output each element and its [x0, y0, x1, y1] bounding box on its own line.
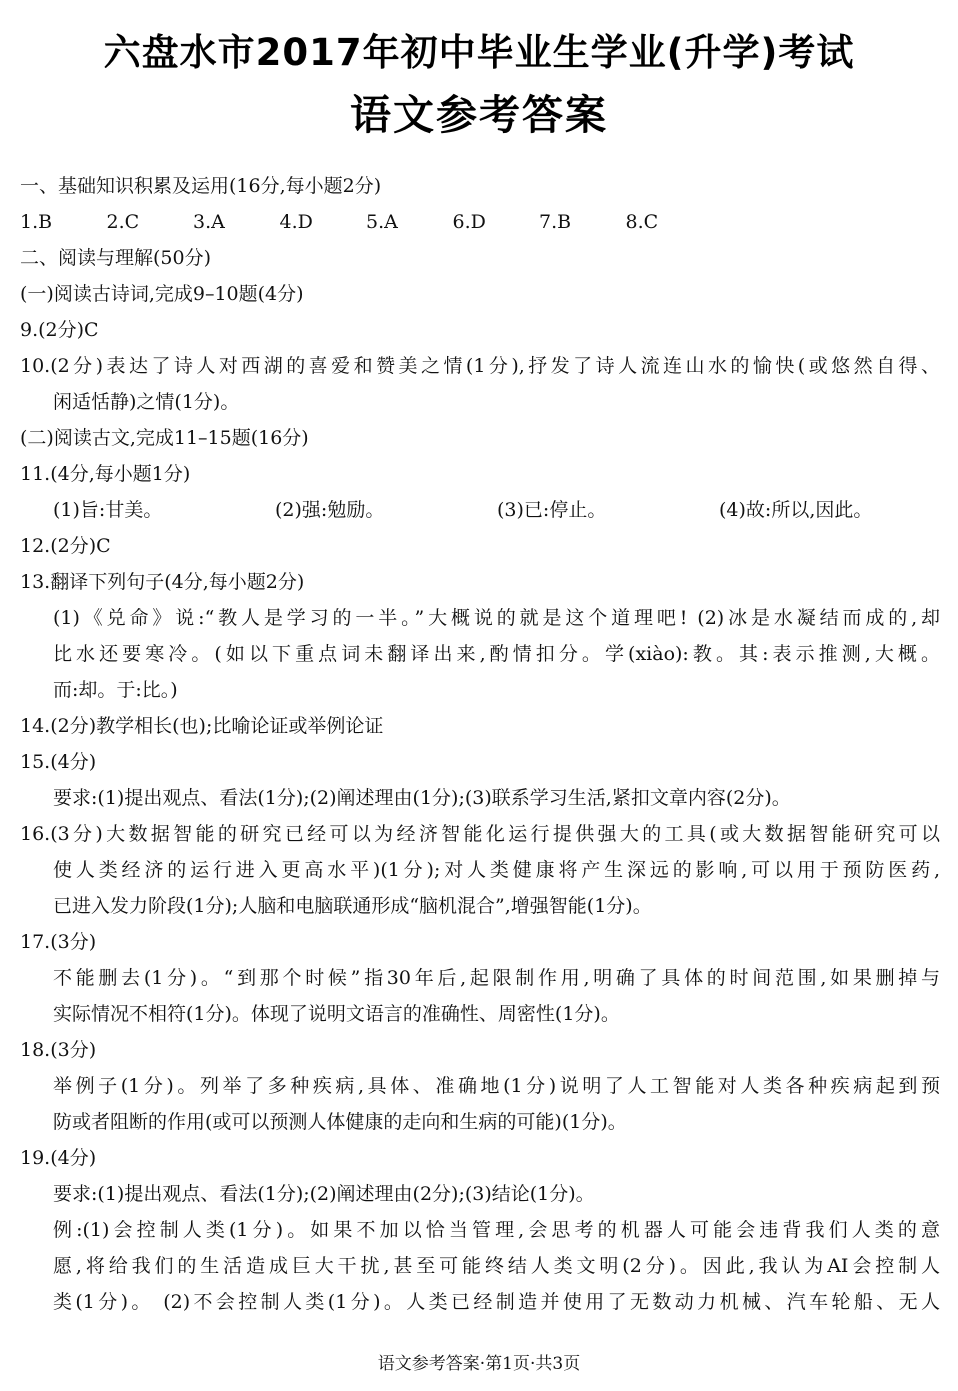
q11-option: (2)强:勉励。	[275, 499, 385, 521]
answer-q16-line: 16.(3分)大数据智能的研究已经可以为经济智能化运行提供强大的工具(或大数据智能研究可以	[20, 823, 940, 845]
mc-answer: 4.D	[279, 211, 313, 233]
answer-q11-options	[20, 492, 940, 528]
part-1-heading: (一)阅读古诗词,完成9–10题(4分)	[20, 283, 304, 305]
answer-q11-head: 11.(4分,每小题1分)	[20, 463, 191, 485]
q11-option: (4)故:所以,因此。	[719, 499, 873, 521]
q11-option: (3)已:停止。	[497, 499, 607, 521]
answer-q17-line: 实际情况不相符(1分)。体现了说明文语言的准确性、周密性(1分)。	[53, 1003, 620, 1025]
section-1-heading: 一、基础知识积累及运用(16分,每小题2分)	[20, 175, 382, 197]
answer-q19-line: 例:(1)会控制人类(1分)。如果不加以恰当管理,会思考的机器人可能会违背我们人类的意	[53, 1219, 940, 1241]
page-footer: 语文参考答案·第1页·共3页	[377, 1354, 581, 1374]
answer-q17-line: 不能删去(1分)。“到那个时候”指30年后,起限制作用,明确了具体的时间范围,如果删掉与	[53, 967, 940, 989]
mc-answer: 5.A	[366, 211, 398, 233]
answer-q18-line: 防或者阻断的作用(或可以预测人体健康的走向和生病的可能)(1分)。	[53, 1111, 627, 1133]
page-title: 六盘水市2017年初中毕业生学业(升学)考试	[103, 31, 855, 74]
answer-q19-line: 要求:(1)提出观点、看法(1分);(2)阐述理由(2分);(3)结论(1分)。	[53, 1183, 595, 1205]
answer-q13-head: 13.翻译下列句子(4分,每小题2分)	[20, 571, 305, 593]
answer-q12: 12.(2分)C	[20, 535, 111, 557]
mc-answer: 6.D	[452, 211, 486, 233]
answer-content	[20, 168, 940, 1320]
answer-q16-line: 已进入发力阶段(1分);人脑和电脑联通形成“脑机混合”,增强智能(1分)。	[53, 895, 652, 917]
answer-q19-head: 19.(4分)	[20, 1147, 97, 1169]
mc-answer: 8.C	[625, 211, 659, 233]
answer-q15-line: 要求:(1)提出观点、看法(1分);(2)阐述理由(1分);(3)联系学习生活,紧扣文章内容(2分)。	[53, 787, 791, 809]
mc-answer: 1.B	[20, 211, 53, 233]
mc-answers-row	[20, 204, 940, 240]
answer-q18-head: 18.(3分)	[20, 1039, 97, 1061]
answer-q19-line: 愿,将给我们的生活造成巨大干扰,甚至可能终结人类文明(2分)。因此,我认为AI会控制人	[53, 1255, 940, 1277]
part-2-heading: (二)阅读古文,完成11–15题(16分)	[20, 427, 309, 449]
answer-q15-head: 15.(4分)	[20, 751, 97, 773]
answer-q9: 9.(2分)C	[20, 319, 99, 341]
answer-q10-line: 闲适恬静)之情(1分)。	[53, 391, 240, 413]
answer-q19-line: 类(1分)。 (2)不会控制人类(1分)。人类已经制造并使用了无数动力机械、汽车轮船、无人	[53, 1291, 940, 1313]
answer-q17-head: 17.(3分)	[20, 931, 97, 953]
answer-q18-line: 举例子(1分)。列举了多种疾病,具体、准确地(1分)说明了人工智能对人类各种疾病起到预	[53, 1075, 940, 1097]
q11-option: (1)旨:甘美。	[53, 499, 163, 521]
answer-q13-line: 而:却。于:比。)	[53, 679, 178, 701]
section-2-heading: 二、阅读与理解(50分)	[20, 247, 212, 269]
answer-q14: 14.(2分)教学相长(也);比喻论证或举例论证	[20, 715, 384, 737]
mc-answer: 3.A	[193, 211, 225, 233]
page-subtitle: 语文参考答案	[350, 91, 608, 139]
answer-q10-line: 10.(2分)表达了诗人对西湖的喜爱和赞美之情(1分),抒发了诗人流连山水的愉快(或悠然自得、	[20, 355, 940, 377]
answer-q13-line: (1)《兑命》说:“教人是学习的一半。”大概说的就是这个道理吧! (2)冰是水凝结而成的,却	[53, 607, 940, 629]
answer-q16-line: 使人类经济的运行进入更高水平)(1分);对人类健康将产生深远的影响,可以用于预防医药,	[53, 859, 940, 881]
mc-answer: 2.C	[106, 211, 140, 233]
answer-q13-line: 比水还要寒冷。(如以下重点词未翻译出来,酌情扣分。学(xiào):教。其:表示推测,大概。	[53, 643, 940, 665]
mc-answer: 7.B	[539, 211, 572, 233]
